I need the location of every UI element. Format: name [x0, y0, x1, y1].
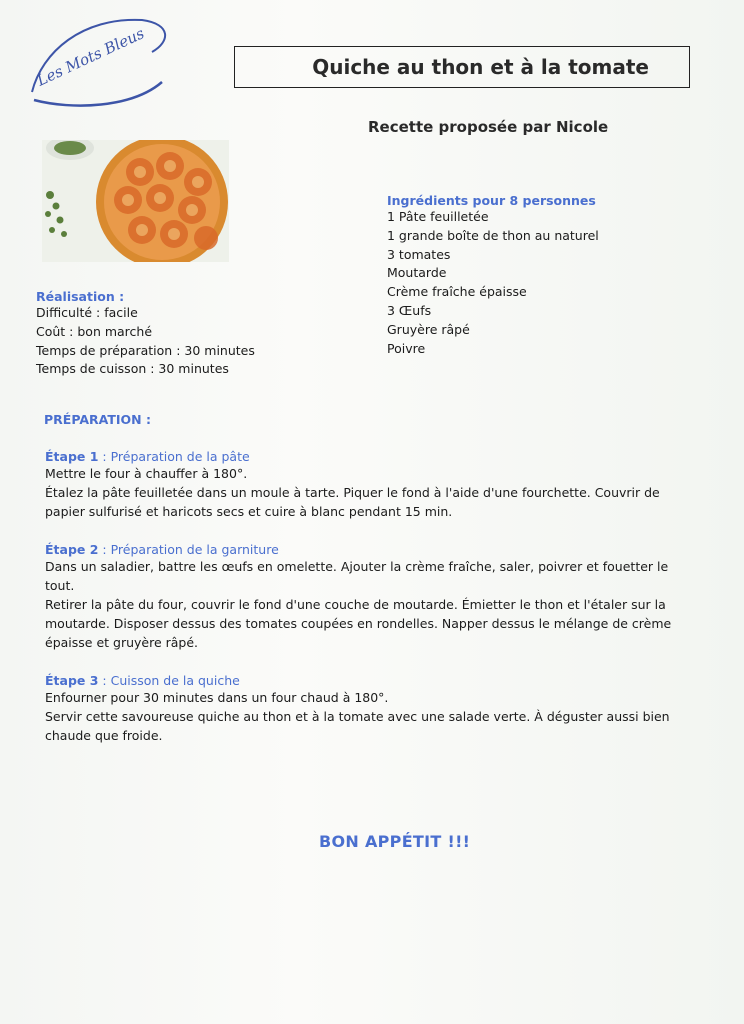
les-mots-bleus-logo [22, 12, 172, 112]
ingredients-section [387, 193, 667, 358]
step-title: : Préparation de la pâte [98, 449, 250, 464]
step-title: : Cuisson de la quiche [98, 673, 240, 688]
realisation-line: Coût : bon marché [36, 323, 153, 339]
ingredient-item: Moutarde [387, 265, 447, 281]
ingredient-item: Gruyère râpé [387, 321, 470, 337]
step-title: : Préparation de la garniture [98, 542, 279, 557]
ingredient-item: 3 tomates [387, 246, 451, 262]
ingredient-item: 1 grande boîte de thon au naturel [387, 227, 599, 243]
step-paragraph: Retirer la pâte du four, couvrir le fond d'une couche de moutarde. Émietter le thon et l'étaler sur la moutarde. Disposer dessus des tomates coupées en rondelles. Napper dessus le mélange de crème épaisse et gruyère râpé. [45, 597, 672, 650]
realisation-line: Difficulté : facile [36, 305, 138, 320]
realisation-heading: Réalisation : [36, 289, 125, 304]
preparation-heading: PRÉPARATION : [44, 412, 151, 427]
bon-appetit: BON APPÉTIT !!! [319, 832, 471, 851]
step-label: Étape 2 [45, 542, 99, 557]
realisation-line: Temps de préparation : 30 minutes [36, 342, 255, 358]
step-paragraph: Dans un saladier, battre les œufs en omelette. Ajouter la crème fraîche, saler, poivrer et fouetter le tout. [45, 559, 669, 593]
logo-text: Les Mots Bleus [34, 24, 148, 90]
step-2 [45, 542, 685, 652]
step-heading [45, 673, 685, 688]
quiche-photo [42, 140, 229, 262]
realisation-section [36, 289, 336, 379]
title-box [234, 46, 690, 88]
step-label: Étape 3 [45, 673, 99, 688]
step-label: Étape 1 [45, 449, 99, 464]
step-3 [45, 673, 685, 745]
step-paragraph: Servir cette savoureuse quiche au thon et à la tomate avec une salade verte. À déguster aussi bien chaude que froide. [45, 709, 670, 743]
step-1 [45, 449, 685, 521]
ingredient-item: 1 Pâte feuilletée [387, 209, 489, 224]
ingredient-item: Crème fraîche épaisse [387, 284, 527, 300]
step-heading [45, 449, 685, 464]
step-heading [45, 542, 685, 557]
ingredient-item: 3 Œufs [387, 302, 432, 318]
step-paragraph: Étalez la pâte feuilletée dans un moule à tarte. Piquer le fond à l'aide d'une fourchette. Couvrir de papier sulfurisé et haricots secs et cuire à blanc pendant 15 min. [45, 485, 660, 519]
author-line: Recette proposée par Nicole [368, 118, 609, 136]
ingredients-heading: Ingrédients pour 8 personnes [387, 193, 596, 208]
ingredient-item: Poivre [387, 340, 426, 356]
recipe-title: Quiche au thon et à la tomate [312, 55, 649, 79]
realisation-line: Temps de cuisson : 30 minutes [36, 361, 229, 377]
step-paragraph: Enfourner pour 30 minutes dans un four chaud à 180°. [45, 690, 389, 705]
step-paragraph: Mettre le four à chauffer à 180°. [45, 466, 248, 481]
